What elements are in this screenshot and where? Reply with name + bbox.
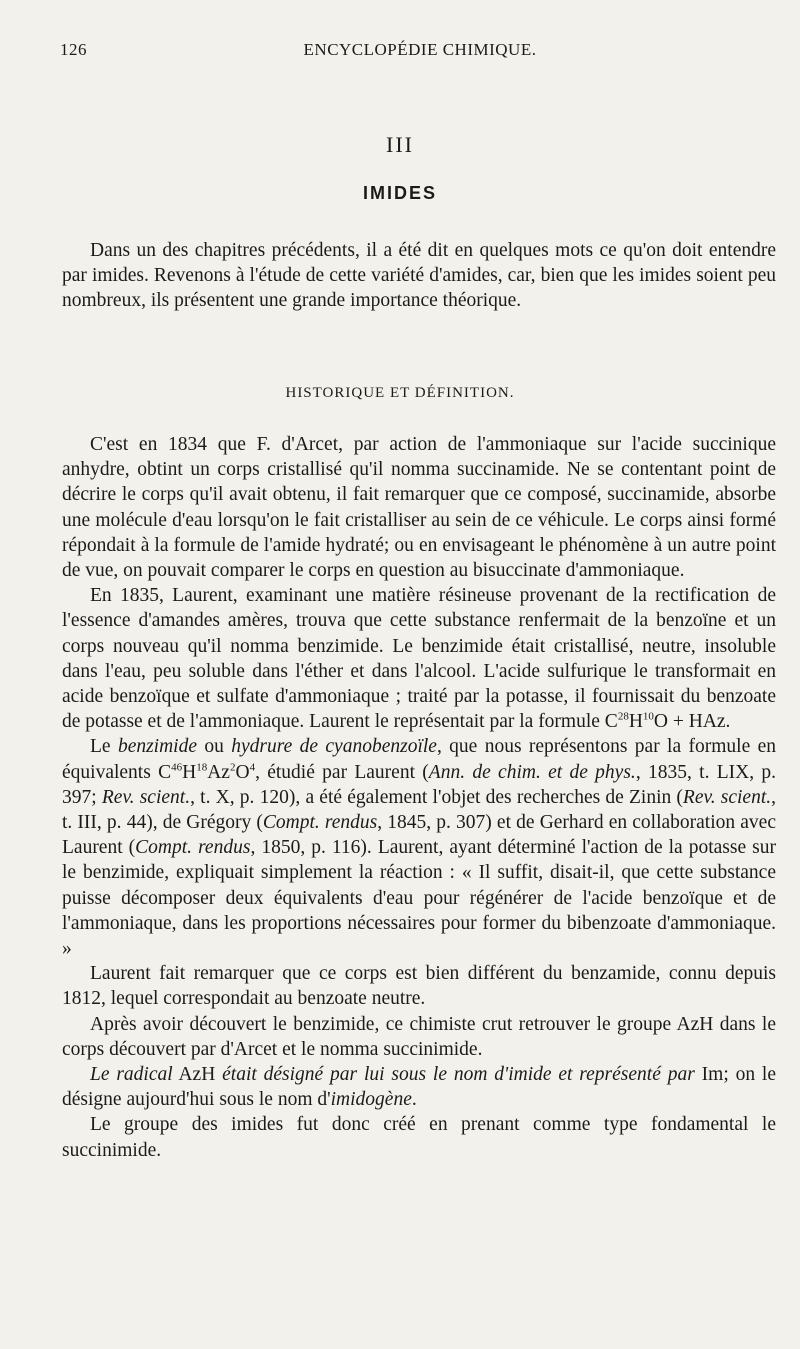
italic-term: benzimide [117,736,198,758]
text-run: AzH [172,1064,223,1086]
text-run: , t. X, p. 120), a été également l'objet des recherches de Zinin ( [190,786,683,808]
citation-title: Compt. rendus [262,812,378,834]
paragraph-text: En 1835, Laurent, examinant une matière résineuse provenant de la rectification de l'essence d'amandes amères, trouva que cette substance renfermait de la benzoïne et un corps nouveau qu'il nomma benzimide. Le benzimide était cristallisé, neutre, insoluble dans l'eau, peu soluble dans l'éther et dans l'alcool. L'acide sulfurique le transformait en acide benzoïque et sulfate d'ammoniaque ; traité par la potasse, il fournissait du benzoate de potasse et de l'ammoniaque. Laurent le représentait par la formule [62,585,776,733]
paragraph-benzimide [62,734,776,961]
paragraph-conclusion: Le groupe des imides fut donc créé en prenant comme type fondamental le succinimide. [62,1114,776,1161]
intro-block [62,238,776,314]
formula-h: H [628,711,643,733]
formula-h-index: 10 [642,710,654,723]
body-text [62,432,776,1163]
running-title: ENCYCLOPÉDIE CHIMIQUE. [303,40,537,59]
page-number: 126 [60,40,87,59]
running-header [60,40,780,64]
section-title: HISTORIQUE ET DÉFINITION. [285,385,515,401]
formula-h: H [182,761,197,783]
paragraph-imidogene [62,1062,776,1112]
text-run: . [411,1089,417,1111]
paragraph-succinimide: Après avoir découvert le benzimide, ce chimiste crut retrouver le groupe AzH dans le corps découvert par d'Arcet et le nomma succinimide. [62,1013,776,1060]
text-run: , 1845, p. 307) et de Gerhard en collaboration avec Laurent ( [62,812,776,859]
formula-h-index: 18 [196,761,208,774]
text-run: , t. III, p. 44), de Grégory ( [62,786,777,834]
text-run: , 1850, p. 116). Laurent, ayant déterminé l'action de la potasse sur le benzimide, expliquait simplement la réaction : « Il suffit, disait-il, que cette substance puisse décomposer deux équivalents d'eau pour régénérer de l'acide benzoïque et de l'ammoniaque, dans les proportions nécessaires pour former du bibenzoate d'ammoniaque. » [62,837,776,960]
italic-term: hydrure de cyanobenzoïle [231,736,437,758]
formula-c: C [158,761,172,783]
part-number: III [386,132,414,157]
formula-c: C [604,711,618,733]
paragraph-laurent-1835 [62,583,776,734]
italic-term: imidogène [330,1089,412,1111]
text-run: , étudié par Laurent ( [255,761,429,783]
formula-o: O [235,761,250,783]
formula-tail: O + HAz. [653,711,731,733]
paragraph-darcet: C'est en 1834 que F. d'Arcet, par action de l'ammoniaque sur l'acide succinique anhydre, obtint un corps cristallisé qu'il nomma succinamide. Ne se contentant point de décrire le corps qu'il avait obtenu, il fait remarquer que ce composé, succinamide, absorbe une molécule d'eau lorsqu'on le fait cristalliser au sein de ce véhicule. Le corps ainsi formé répondait à la formule de l'amide hydraté; ou en envisageant le phénomène à un autre point de vue, on pouvait comparer le corps en question au bisuccinate d'ammoniaque. [62,434,776,582]
formula-az-index: 2 [229,761,236,774]
italic-phrase: Le radical [90,1064,173,1086]
citation-title: Rev. scient. [101,786,191,808]
italic-phrase: était désigné par lui sous le nom d'imide et représenté par [222,1064,695,1086]
citation-title: Rev. scient. [682,786,772,808]
text-run: Im; on le désigne aujourd'hui sous le nom d' [62,1064,777,1111]
intro-paragraph: Dans un des chapitres précédents, il a été dit en quelques mots ce qu'on doit entendre par imides. Revenons à l'étude de cette variété d'amides, car, bien que les imides soient peu nombreux, ils présentent une grande importance théorique. [62,240,776,312]
citation-title: Compt. rendus [135,837,251,859]
paragraph-benzamide: Laurent fait remarquer que ce corps est bien différent du benzamide, connu depuis 1812, lequel correspondait au benzoate neutre. [62,963,776,1010]
text-run: , que nous représentons par la formule en équivalents [62,736,776,783]
formula-c-index: 46 [171,761,183,774]
text-run: Le [90,736,118,758]
text-run: , 1835, t. LIX, p. 397; [62,761,777,808]
citation-title: Ann. de chim. et de phys. [428,761,636,783]
text-run: ou [197,736,232,758]
formula-o-index: 4 [249,761,256,774]
formula-az: Az [207,761,230,783]
formula-c-index: 28 [617,710,629,723]
chapter-title: IMIDES [362,183,437,203]
